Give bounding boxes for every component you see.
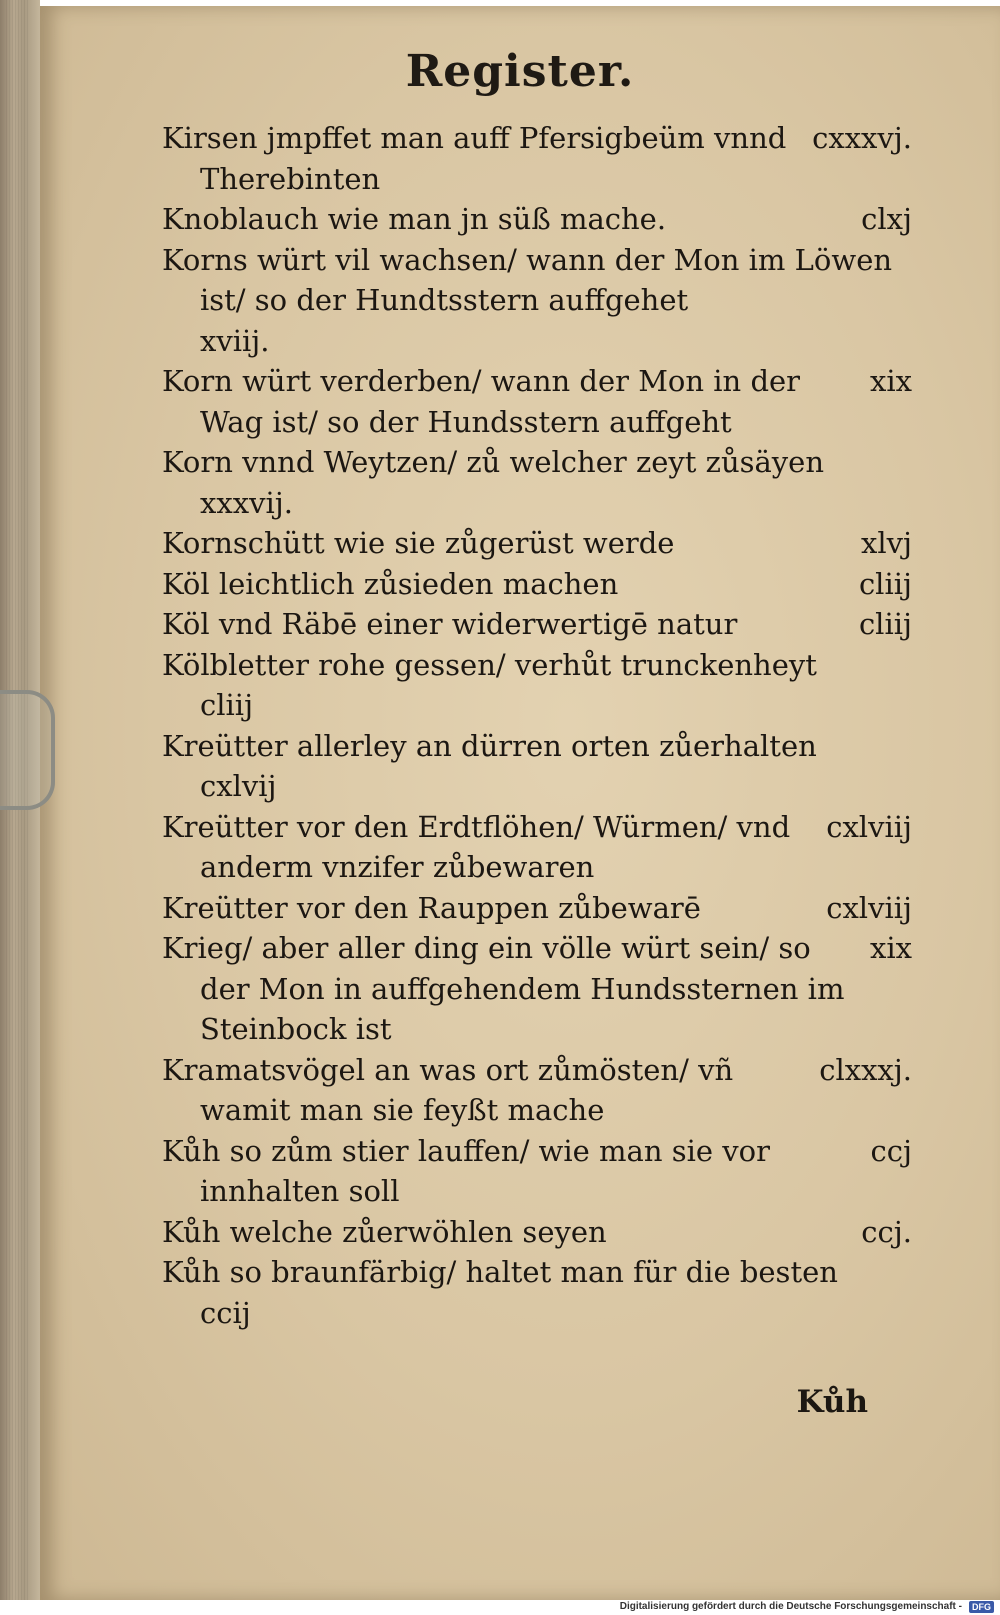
register-entry	[162, 118, 912, 199]
page-reference: cxlviij	[826, 890, 912, 925]
page-reference: xix	[870, 931, 912, 965]
entry-text: Kornschütt wie sie zůgerüst werde	[162, 526, 675, 560]
entry-text: Korn vnnd Weytzen/ zů welcher zeyt zůsäyen	[162, 445, 825, 479]
entry-text: Knoblauch wie man jn süß mache.	[162, 202, 667, 236]
register-entry	[162, 928, 912, 1050]
entry-text: Korns würt vil wachsen/ wann der Mon im Löwen ist/ so der Hundtsstern auffgehet	[162, 242, 893, 317]
register-entry	[162, 604, 912, 645]
page-reference: clxj	[861, 202, 912, 236]
page-reference: cxlvij	[200, 769, 277, 803]
entry-text: Kůh so braunfärbig/ haltet man für die besten	[162, 1255, 838, 1289]
page-reference: cxlviij	[826, 809, 912, 844]
entry-text: Kreütter vor den Rauppen zůbewarē	[162, 890, 701, 925]
catchword: Kůh	[796, 1384, 868, 1420]
page-reference: ccj	[870, 1133, 912, 1168]
entry-text: Kůh welche zůerwöhlen seyen	[162, 1214, 607, 1249]
register-entry	[162, 523, 912, 564]
entry-text: Korn würt verderben/ wann der Mon in der Wag ist/ so der Hundsstern auffgeht	[162, 364, 801, 439]
register-entry	[162, 361, 912, 442]
register-entry	[162, 1050, 912, 1131]
register-entries	[162, 118, 912, 1333]
entry-text: Köl leichtlich zůsieden machen	[162, 566, 619, 601]
entry-text: Kölbletter rohe gessen/ verhůt trunckenheyt	[162, 647, 817, 682]
page-reference: xix	[870, 364, 912, 398]
page-reference: xviij.	[200, 323, 270, 358]
page-reference: cliij	[858, 566, 912, 601]
entry-text: Kramatsvögel an was ort zůmösten/ vñ wamit man sie feyßt mache	[162, 1052, 734, 1127]
page-reference: xxxvij.	[200, 485, 293, 520]
page-reference: ccij	[200, 1295, 251, 1330]
register-entry	[162, 240, 912, 362]
entry-text: Köl vnd Räbē einer widerwertigē natur	[162, 607, 738, 641]
register-entry	[162, 645, 912, 726]
page-reference: cliij	[200, 688, 254, 722]
register-entry	[162, 1212, 912, 1253]
dfg-logo: DFG	[969, 1601, 994, 1613]
page-reference: cxxxvj.	[812, 121, 912, 155]
entry-text: Kreütter vor den Erdtflöhen/ Würmen/ vnd anderm vnzifer zůbewaren	[162, 809, 791, 884]
register-entry	[162, 442, 912, 523]
entry-text: Krieg/ aber aller ding ein völle würt sein/ so der Mon in auffgehendem Hundssternen im Steinbock ist	[162, 931, 845, 1046]
page-header: Register.	[405, 46, 635, 97]
register-entry	[162, 1252, 912, 1333]
entry-text: Kirsen jmpffet man auff Pfersigbeüm vnnd Therebinten	[162, 121, 787, 196]
register-entry	[162, 564, 912, 605]
register-entry	[162, 726, 912, 807]
entry-text: Kůh so zům stier lauffen/ wie man sie vor innhalten soll	[162, 1133, 770, 1208]
page-reference: clxxxj.	[819, 1052, 912, 1087]
page-reference: xlvj	[860, 526, 912, 560]
entry-text: Kreütter allerley an dürren orten zůerhalten	[162, 728, 817, 763]
register-entry	[162, 1131, 912, 1212]
page-clip	[0, 690, 55, 810]
register-entry	[162, 199, 912, 240]
book-page	[40, 6, 1000, 1600]
register-entry	[162, 807, 912, 888]
page-reference: cliij	[858, 607, 912, 641]
footer-credit: Digitalisierung gefördert durch die Deutsche Forschungsgemeinschaft -	[619, 1601, 962, 1612]
register-entry	[162, 888, 912, 929]
page-reference: ccj.	[861, 1214, 912, 1249]
